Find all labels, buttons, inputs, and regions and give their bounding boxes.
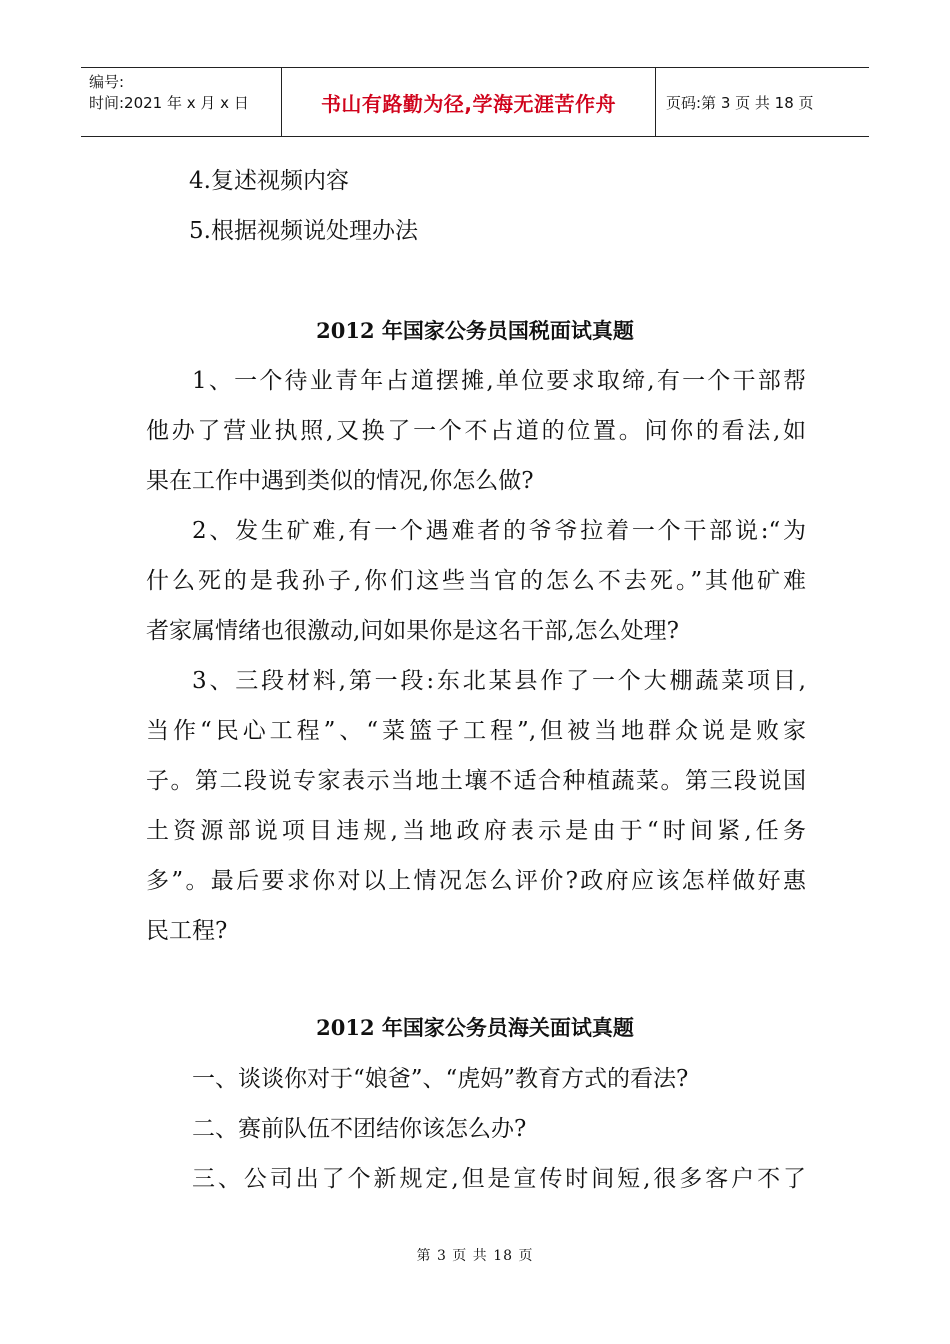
paragraph-line: 民工程?	[146, 918, 228, 944]
paragraph-line: 1、一个待业青年占道摆摊,单位要求取缔,有一个干部帮	[192, 368, 806, 394]
document-number-label: 编号:	[89, 73, 125, 91]
header-meta	[81, 68, 282, 136]
header-motto: 书山有路勤为径,学海无涯苦作舟	[282, 68, 656, 136]
section-title-customs: 2012 年国家公务员海关面试真题	[316, 1015, 634, 1040]
header-page-info: 页码:第 3 页 共 18 页	[666, 93, 814, 112]
paragraph-line: 当作“民心工程”、“菜篮子工程”,但被当地群众说是败家	[146, 718, 806, 744]
paragraph-line: 什么死的是我孙子,你们这些当官的怎么不去死。”其他矿难	[146, 568, 806, 594]
paragraph-line: 二、赛前队伍不团结你该怎么办?	[192, 1116, 527, 1142]
section-title-tax: 2012 年国家公务员国税面试真题	[316, 318, 634, 343]
paragraph-line: 他办了营业执照,又换了一个不占道的位置。问你的看法,如	[146, 418, 806, 444]
intro-item-5: 5.根据视频说处理办法	[189, 218, 418, 244]
paragraph-line: 果在工作中遇到类似的情况,你怎么做?	[146, 468, 534, 494]
paragraph-line: 三、公司出了个新规定,但是宣传时间短,很多客户不了	[192, 1166, 806, 1192]
paragraph-line: 2、发生矿难,有一个遇难者的爷爷拉着一个干部说:“为	[192, 518, 806, 544]
paragraph-line: 多”。最后要求你对以上情况怎么评价?政府应该怎样做好惠	[146, 868, 806, 894]
page-header	[81, 67, 869, 137]
document-date-label: 时间:2021 年 x 月 x 日	[89, 94, 249, 112]
section-body-tax	[146, 356, 806, 956]
paragraph-line: 一、谈谈你对于“娘爸”、“虎妈”教育方式的看法?	[192, 1066, 689, 1092]
paragraph-line: 3、三段材料,第一段:东北某县作了一个大棚蔬菜项目,	[192, 668, 806, 694]
paragraph-line: 土资源部说项目违规,当地政府表示是由于“时间紧,任务	[146, 818, 806, 844]
intro-item-4: 4.复述视频内容	[189, 168, 349, 194]
paragraph-line: 子。第二段说专家表示当地土壤不适合种植蔬菜。第三段说国	[146, 768, 806, 794]
paragraph-line: 者家属情绪也很激动,问如果你是这名干部,怎么处理?	[146, 618, 679, 644]
page-footer: 第 3 页 共 18 页	[416, 1248, 534, 1264]
section-body-customs	[146, 1054, 806, 1204]
